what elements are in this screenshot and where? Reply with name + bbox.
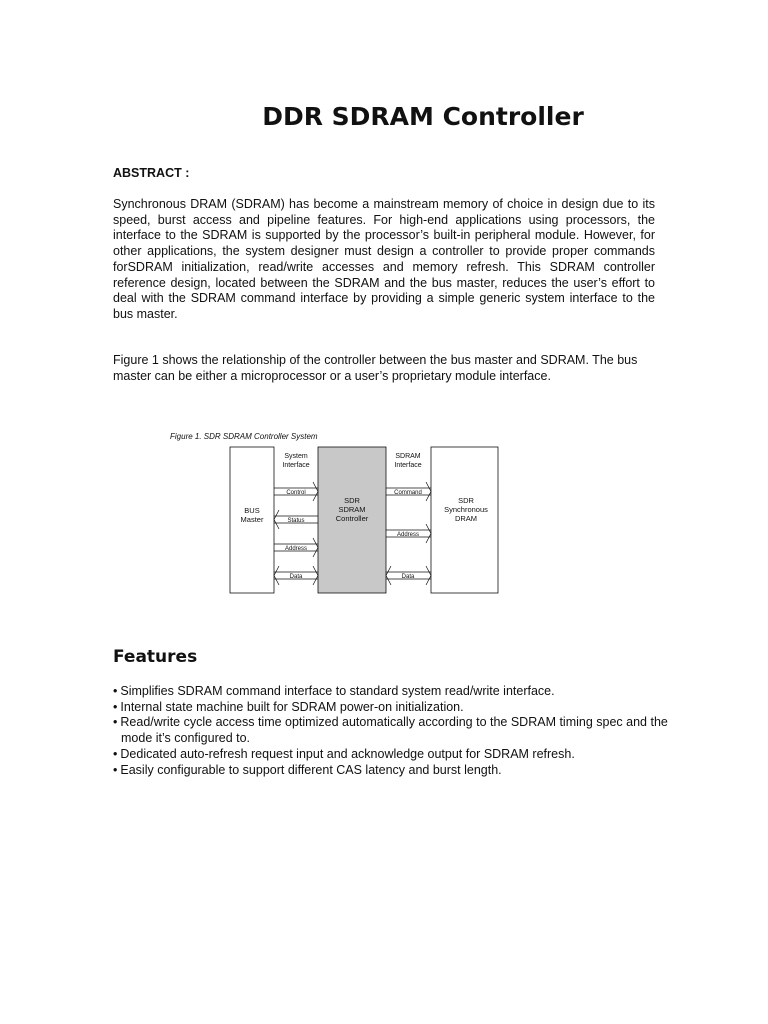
controller-label-1: SDR bbox=[344, 496, 360, 505]
control-signal-label: Control bbox=[286, 490, 306, 496]
status-signal-label: Status bbox=[287, 518, 305, 524]
list-item: • Internal state machine built for SDRAM power-on initialization. bbox=[113, 700, 673, 716]
right-address-signal-label: Address bbox=[396, 532, 420, 538]
list-item: • Easily configurable to support different CAS latency and burst length. bbox=[113, 763, 673, 779]
controller-label-2: SDRAM bbox=[338, 505, 366, 514]
list-item: • Read/write cycle access time optimized automatically according to the SDRAM timing spec and the mode it’s configured to. bbox=[113, 715, 673, 746]
bus-master-label-2: Master bbox=[240, 515, 264, 524]
controller-label-3: Controller bbox=[335, 514, 369, 523]
controller-system-diagram bbox=[160, 425, 520, 601]
abstract-heading: ABSTRACT : bbox=[113, 166, 190, 180]
figure-caption: Figure 1. SDR SDRAM Controller System bbox=[170, 432, 318, 441]
right-data-signal-label: Data bbox=[401, 574, 415, 580]
system-interface-label-2: Interface bbox=[282, 462, 310, 469]
sdram-interface-label-2: Interface bbox=[394, 462, 422, 469]
features-heading: Features bbox=[113, 647, 198, 667]
sdram-interface-label-1: SDRAM bbox=[395, 453, 421, 460]
command-signal-label: Command bbox=[394, 490, 422, 496]
list-item: • Dedicated auto-refresh request input and acknowledge output for SDRAM refresh. bbox=[113, 747, 673, 763]
sdram-label-3: DRAM bbox=[454, 514, 478, 523]
bus-master-label-1: BUS bbox=[244, 506, 260, 515]
abstract-paragraph: Synchronous DRAM (SDRAM) has become a mainstream memory of choice in design due to its speed, burst access and pipeline features. For high-end applications using processors, the interface to the SDRAM is supported by the processor’s built-in peripheral module. However, for other applications, the system designer must design a controller to provide proper commands forSDRAM initialization, read/write accesses and memory refresh. This SDRAM controller reference design, located between the SDRAM and the bus master, reduces the user’s effort to deal with the SDRAM command interface by providing a simple generic system interface to the bus master. bbox=[113, 197, 655, 321]
sdram-label-1: SDR bbox=[458, 496, 474, 505]
sdram-label-2: Synchronous bbox=[444, 505, 488, 514]
features-list bbox=[113, 684, 673, 778]
list-item: • Simplifies SDRAM command interface to standard system read/write interface. bbox=[113, 684, 673, 700]
system-interface-label-1: System bbox=[284, 453, 308, 460]
left-data-signal-label: Data bbox=[289, 574, 303, 580]
left-address-signal-label: Address bbox=[284, 546, 308, 552]
figure-intro-paragraph: Figure 1 shows the relationship of the controller between the bus master and SDRAM. The bus master can be either a microprocessor or a user’s proprietary module interface. bbox=[113, 353, 638, 383]
page-title: DDR SDRAM Controller bbox=[262, 102, 584, 131]
